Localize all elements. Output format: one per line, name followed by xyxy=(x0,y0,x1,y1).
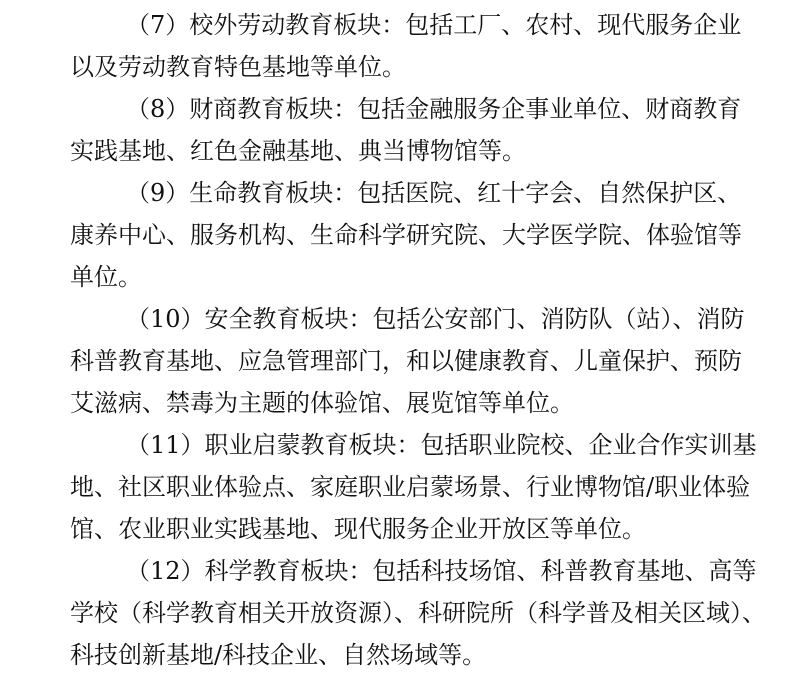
paragraph-line: 地、社区职业体验点、家庭职业启蒙场景、行业博物馆/职业体验 xyxy=(70,473,751,501)
paragraph-line: 实践基地、红色金融基地、典当博物馆等。 xyxy=(70,137,526,165)
paragraph-line: 学校（科学教育相关开放资源）、科研院所（科学普及相关区域）、 xyxy=(70,599,766,627)
paragraph-line: 以及劳动教育特色基地等单位。 xyxy=(70,53,406,81)
paragraph-line: （12）科学教育板块：包括科技场馆、科普教育基地、高等 xyxy=(126,557,757,585)
paragraph-line: 馆、农业职业实践基地、现代服务企业开放区等单位。 xyxy=(70,515,646,543)
paragraph-line: 科技创新基地/科技企业、自然场域等。 xyxy=(70,641,487,669)
paragraph-line: （9）生命教育板块：包括医院、红十字会、自然保护区、 xyxy=(126,179,742,207)
paragraph-financial-education xyxy=(70,88,772,172)
paragraph-line: （8）财商教育板块：包括金融服务企事业单位、财商教育 xyxy=(126,95,742,123)
paragraph-safety-education xyxy=(70,298,772,424)
paragraph-labor-education xyxy=(70,4,772,88)
paragraph-science-education xyxy=(70,550,772,676)
paragraph-career-education xyxy=(70,424,772,550)
paragraph-line: 单位。 xyxy=(70,263,142,291)
paragraph-line: 康养中心、服务机构、生命科学研究院、大学医学院、体验馆等 xyxy=(70,221,742,249)
paragraph-line: （10）安全教育板块：包括公安部门、消防队（站）、消防 xyxy=(126,305,745,333)
paragraph-line: （11）职业启蒙教育板块：包括职业院校、企业合作实训基 xyxy=(126,431,757,459)
paragraph-line: 艾滋病、禁毒为主题的体验馆、展览馆等单位。 xyxy=(70,389,574,417)
paragraph-life-education xyxy=(70,172,772,298)
paragraph-line: 科普教育基地、应急管理部门，和以健康教育、儿童保护、预防 xyxy=(70,347,742,375)
paragraph-line: （7）校外劳动教育板块：包括工厂、农村、现代服务企业 xyxy=(126,11,742,39)
